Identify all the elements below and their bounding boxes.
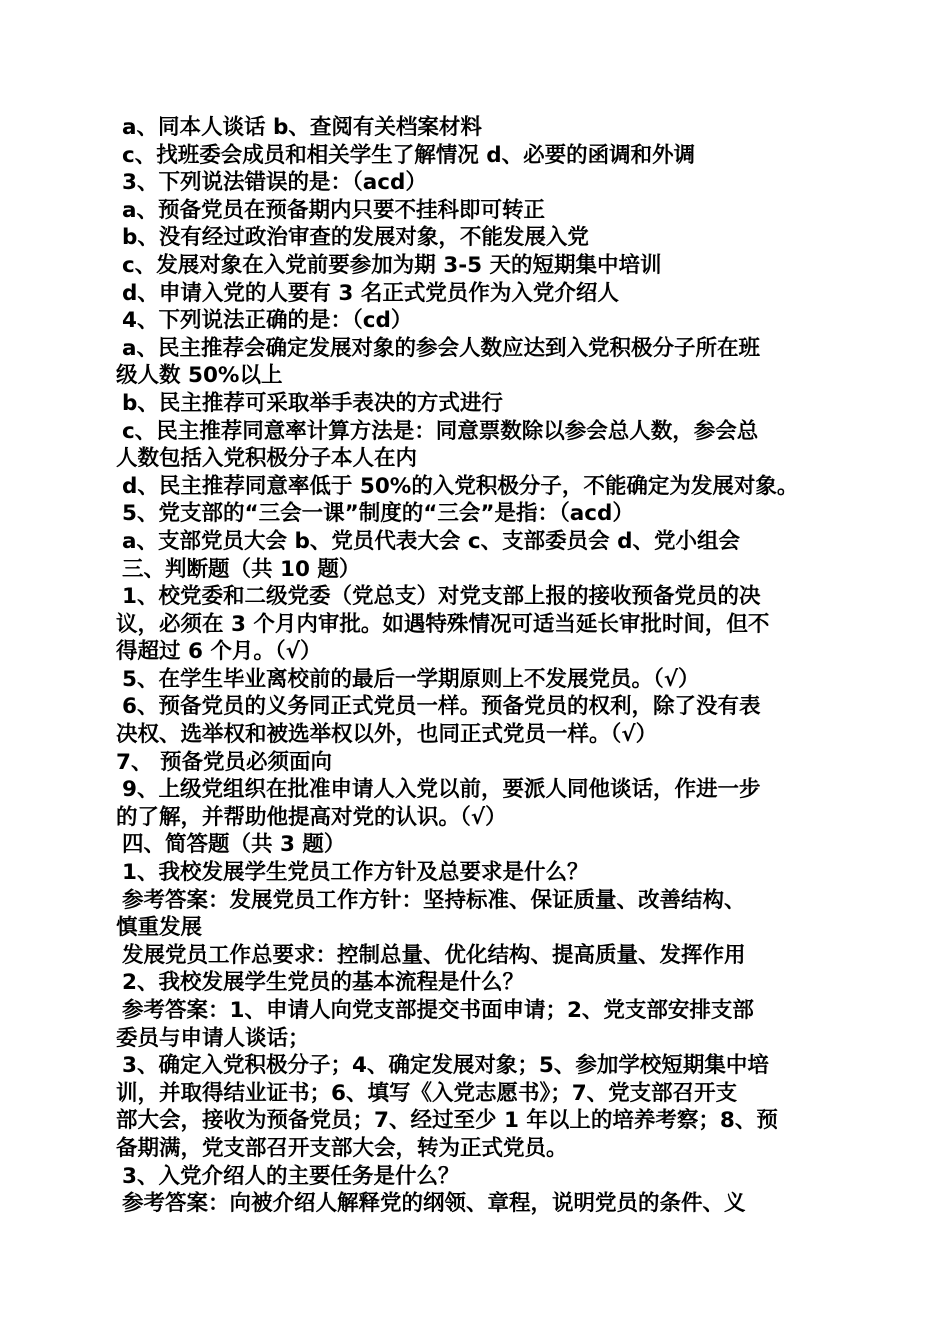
text-line: 1、校党委和二级党委（党总支）对党支部上报的接收预备党员的决 [122, 584, 761, 610]
text-line: 3、确定入党积极分子；4、确定发展对象；5、参加学校短期集中培 [122, 1053, 769, 1079]
text-line: 3、入党介绍人的主要任务是什么？ [122, 1163, 460, 1189]
text-line: 3、下列说法错误的是：（acd） [122, 170, 427, 196]
text-line: 参考答案：向被介绍人解释党的纲领、章程，说明党员的条件、义 [122, 1191, 746, 1217]
text-line: 部大会，接收为预备党员；7、经过至少 1 年以上的培养考察；8、预 [116, 1108, 778, 1134]
text-line: 6、预备党员的义务同正式党员一样。预备党员的权利，除了没有表 [122, 694, 761, 720]
text-line: d、民主推荐同意率低于 50%的入党积极分子，不能确定为发展对象。 [122, 473, 799, 499]
text-line: 1、我校发展学生党员工作方针及总要求是什么？ [122, 860, 589, 886]
text-line: c、找班委会成员和相关学生了解情况 d、必要的函调和外调 [122, 142, 696, 168]
text-line: b、民主推荐可采取举手表决的方式进行 [122, 390, 503, 416]
text-line: 人数包括入党积极分子本人在内 [116, 446, 418, 472]
text-line: 9、上级党组织在批准申请人入党以前，要派人同他谈话，作进一步 [122, 777, 761, 803]
text-line: 参考答案：1、申请人向党支部提交书面申请；2、党支部安排支部 [122, 998, 754, 1023]
text-line: 7、 预备党员必须面向 [116, 749, 332, 775]
document-body [116, 114, 846, 1218]
text-line: c、发展对象在入党前要参加为期 3-5 天的短期集中培训 [122, 252, 662, 278]
text-line: 5、在学生毕业离校前的最后一学期原则上不发展党员。（√） [122, 666, 700, 692]
text-line: 四、简答题（共 3 题） [122, 832, 346, 858]
text-line: 参考答案：发展党员工作方针：坚持标准、保证质量、改善结构、 [122, 887, 746, 913]
text-line: 4、下列说法正确的是：（cd） [122, 308, 413, 334]
text-line: 委员与申请人谈话； [116, 1025, 310, 1051]
text-line: 级人数 50%以上 [116, 363, 283, 389]
text-line: 备期满，党支部召开支部大会，转为正式党员。 [116, 1135, 568, 1161]
text-line: 得超过 6 个月。（√） [116, 639, 322, 665]
text-line: 慎重发展 [116, 915, 203, 941]
text-line: 议，必须在 3 个月内审批。如遇特殊情况可适当延长审批时间，但不 [116, 611, 770, 637]
text-line: 训，并取得结业证书；6、填写《入党志愿书》；7、党支部召开支 [116, 1080, 738, 1106]
text-line: 三、判断题（共 10 题） [122, 556, 361, 582]
text-line: 发展党员工作总要求：控制总量、优化结构、提高质量、发挥作用 [122, 942, 746, 968]
text-line: b、没有经过政治审查的发展对象，不能发展入党 [122, 225, 589, 251]
text-line: d、申请入党的人要有 3 名正式党员作为入党介绍人 [122, 280, 619, 306]
text-line: 决权、选举权和被选举权以外，也同正式党员一样。（√） [116, 722, 658, 748]
text-line: a、支部党员大会 b、党员代表大会 c、支部委员会 d、党小组会 [122, 528, 740, 554]
text-line: c、民主推荐同意率计算方法是：同意票数除以参会总人数，参会总 [122, 418, 759, 444]
text-line: 2、我校发展学生党员的基本流程是什么？ [122, 970, 524, 996]
text-line: a、民主推荐会确定发展对象的参会人数应达到入党积极分子所在班 [122, 335, 761, 361]
text-line: 5、党支部的“三会一课”制度的“三会”是指：（acd） [122, 501, 634, 527]
text-line: a、同本人谈话 b、查阅有关档案材料 [122, 115, 482, 140]
text-line: a、预备党员在预备期内只要不挂科即可转正 [122, 197, 546, 223]
text-line: 的了解，并帮助他提高对党的认识。（√） [116, 804, 507, 830]
